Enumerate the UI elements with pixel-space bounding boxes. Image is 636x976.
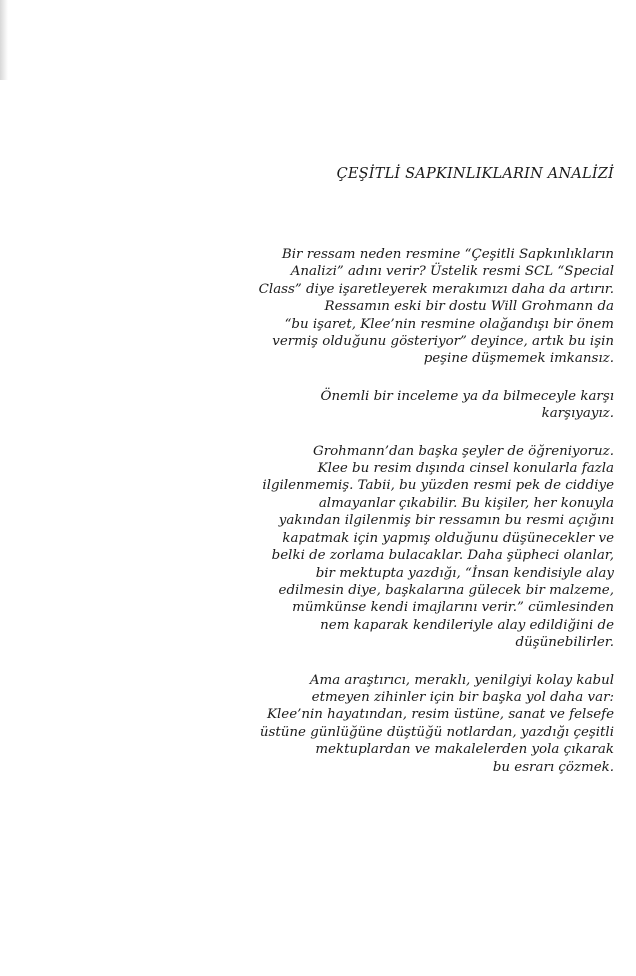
paragraph-2 — [194, 388, 614, 423]
body-text — [194, 246, 614, 796]
paragraph-4 — [194, 672, 614, 776]
text-line: Ressamın eski bir dostu Will Grohmann da — [324, 299, 614, 315]
text-line: bir mektupta yazdığı, “İnsan kendisiyle alay — [315, 565, 614, 581]
text-line: mümkünse kendi imajlarını verir.” cümlesinden — [292, 600, 614, 616]
text-line: edilmesin diye, başkalarına gülecek bir malzeme, — [278, 582, 614, 598]
text-line: düşünebilirler. — [515, 635, 614, 651]
chapter-title: ÇEŞİTLİ SAPKINLIKLARIN ANALİZİ — [336, 166, 614, 182]
text-line: karşıyayız. — [541, 406, 614, 422]
text-line: bu esrarı çözmek. — [492, 759, 614, 775]
text-line: Bir ressam neden resmine “Çeşitli Sapkınlıkların — [281, 247, 614, 262]
text-line: mektuplardan ve makalelerden yola çıkarak — [315, 742, 614, 758]
paragraph-3 — [194, 443, 614, 652]
text-line: Klee bu resim dışında cinsel konularla fazla — [317, 461, 614, 477]
page-edge-shadow — [0, 0, 8, 80]
text-line: “bu işaret, Klee’nin resmine olağandışı bir önem — [284, 316, 614, 332]
text-line: kapatmak için yapmış olduğunu düşünecekler ve — [282, 530, 614, 546]
text-line: Grohmann’dan başka şeyler de öğreniyoruz. — [313, 443, 614, 459]
text-line: Analizi” adını verir? Üstelik resmi SCL “Special — [290, 264, 614, 280]
text-line: vermiş olduğunu gösteriyor” deyince, artık bu işin — [272, 334, 614, 350]
text-line: üstüne günlüğüne düştüğü notlardan, yazdığı çeşitli — [259, 724, 614, 740]
text-line: almayanlar çıkabilir. Bu kişiler, her konuyla — [318, 495, 614, 511]
text-line: peşine düşmemek imkansız. — [423, 351, 614, 367]
text-line: Class” diye işaretleyerek merakımızı daha da artırır. — [258, 281, 614, 297]
text-line: ilgilenmemiş. Tabii, bu yüzden resmi pek de ciddiye — [262, 478, 614, 494]
text-line: nem kaparak kendileriyle alay edildiğini de — [320, 617, 614, 633]
text-line: Klee’nin hayatından, resim üstüne, sanat ve felsefe — [267, 707, 614, 723]
text-line: etmeyen zihinler için bir başka yol daha var: — [311, 689, 614, 705]
text-line: Önemli bir inceleme ya da bilmeceyle karşı — [320, 388, 614, 404]
text-line: belki de zorlama bulacaklar. Daha şüpheci olanlar, — [271, 548, 614, 564]
text-line: Ama araştırıcı, meraklı, yenilgiyi kolay kabul — [309, 672, 614, 688]
paragraph-1 — [194, 246, 614, 368]
text-line: yakından ilgilenmiş bir ressamın bu resmi açığını — [278, 513, 614, 529]
